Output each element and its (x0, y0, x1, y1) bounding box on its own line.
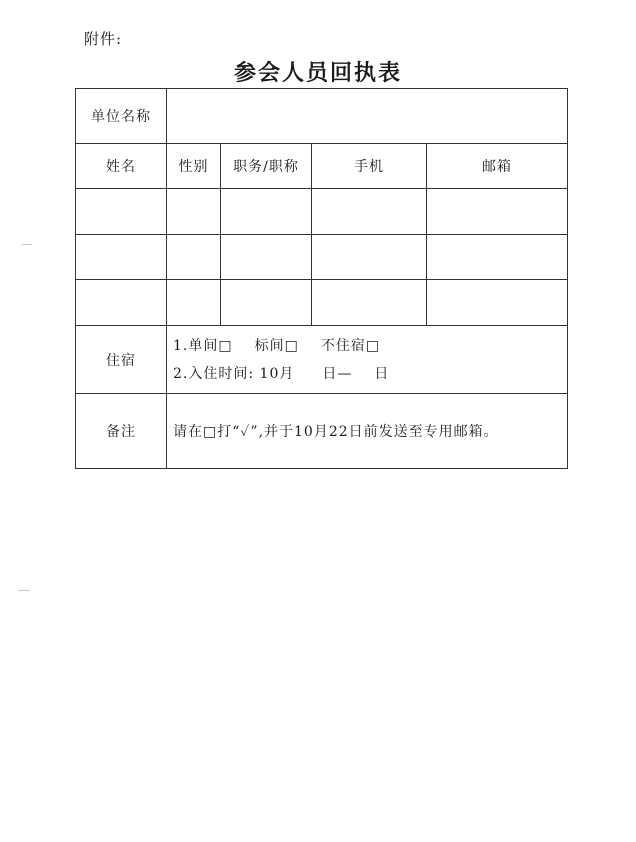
lodging-row (76, 326, 568, 394)
checkin-time-line (173, 360, 567, 388)
checkin-day-start[interactable]: 日— (322, 365, 353, 382)
single-room-option[interactable]: 单间□ (188, 337, 233, 354)
attendee-mobile-cell[interactable] (312, 235, 427, 280)
lodging-label: 住宿 (76, 326, 167, 394)
attendee-gender-cell[interactable] (167, 189, 221, 235)
standard-room-option[interactable]: 标间□ (254, 337, 299, 354)
checkin-month: 10月 (259, 365, 295, 382)
attendee-name-cell[interactable] (76, 280, 167, 326)
scan-artifact (18, 590, 30, 591)
attendee-email-cell[interactable] (427, 235, 568, 280)
room-type-prefix: 1. (173, 337, 189, 354)
header-gender: 性别 (167, 144, 221, 189)
attendee-position-cell[interactable] (221, 235, 312, 280)
scan-artifact (22, 244, 32, 245)
header-email: 邮箱 (427, 144, 568, 189)
notes-label: 备注 (76, 394, 167, 469)
attendee-row-3 (76, 280, 568, 326)
attachment-label: 附件: (84, 30, 123, 48)
attendee-gender-cell[interactable] (167, 280, 221, 326)
header-mobile: 手机 (312, 144, 427, 189)
header-position: 职务/职称 (221, 144, 312, 189)
no-lodging-option[interactable]: 不住宿□ (320, 337, 381, 354)
attendee-gender-cell[interactable] (167, 235, 221, 280)
notes-text: 请在□打“✓”,并于10月22日前发送至专用邮箱。 (167, 394, 568, 469)
attendee-row-2 (76, 235, 568, 280)
attendee-name-cell[interactable] (76, 189, 167, 235)
form-title: 参会人员回执表 (233, 61, 402, 86)
reply-form-table (75, 88, 568, 469)
unit-name-label: 单位名称 (76, 89, 167, 144)
header-name: 姓名 (76, 144, 167, 189)
attendee-position-cell[interactable] (221, 280, 312, 326)
attendee-mobile-cell[interactable] (312, 280, 427, 326)
attendee-name-cell[interactable] (76, 235, 167, 280)
attendee-row-1 (76, 189, 568, 235)
attendee-email-cell[interactable] (427, 280, 568, 326)
notes-row (76, 394, 568, 469)
header-row (76, 144, 568, 189)
attendee-mobile-cell[interactable] (312, 189, 427, 235)
unit-name-field[interactable] (167, 89, 568, 144)
unit-row (76, 89, 568, 144)
attendee-email-cell[interactable] (427, 189, 568, 235)
room-type-line (173, 332, 567, 360)
attendee-position-cell[interactable] (221, 189, 312, 235)
checkin-time-label: 2.入住时间: (173, 365, 255, 382)
lodging-options (167, 326, 568, 394)
checkin-day-end[interactable]: 日 (374, 365, 390, 382)
